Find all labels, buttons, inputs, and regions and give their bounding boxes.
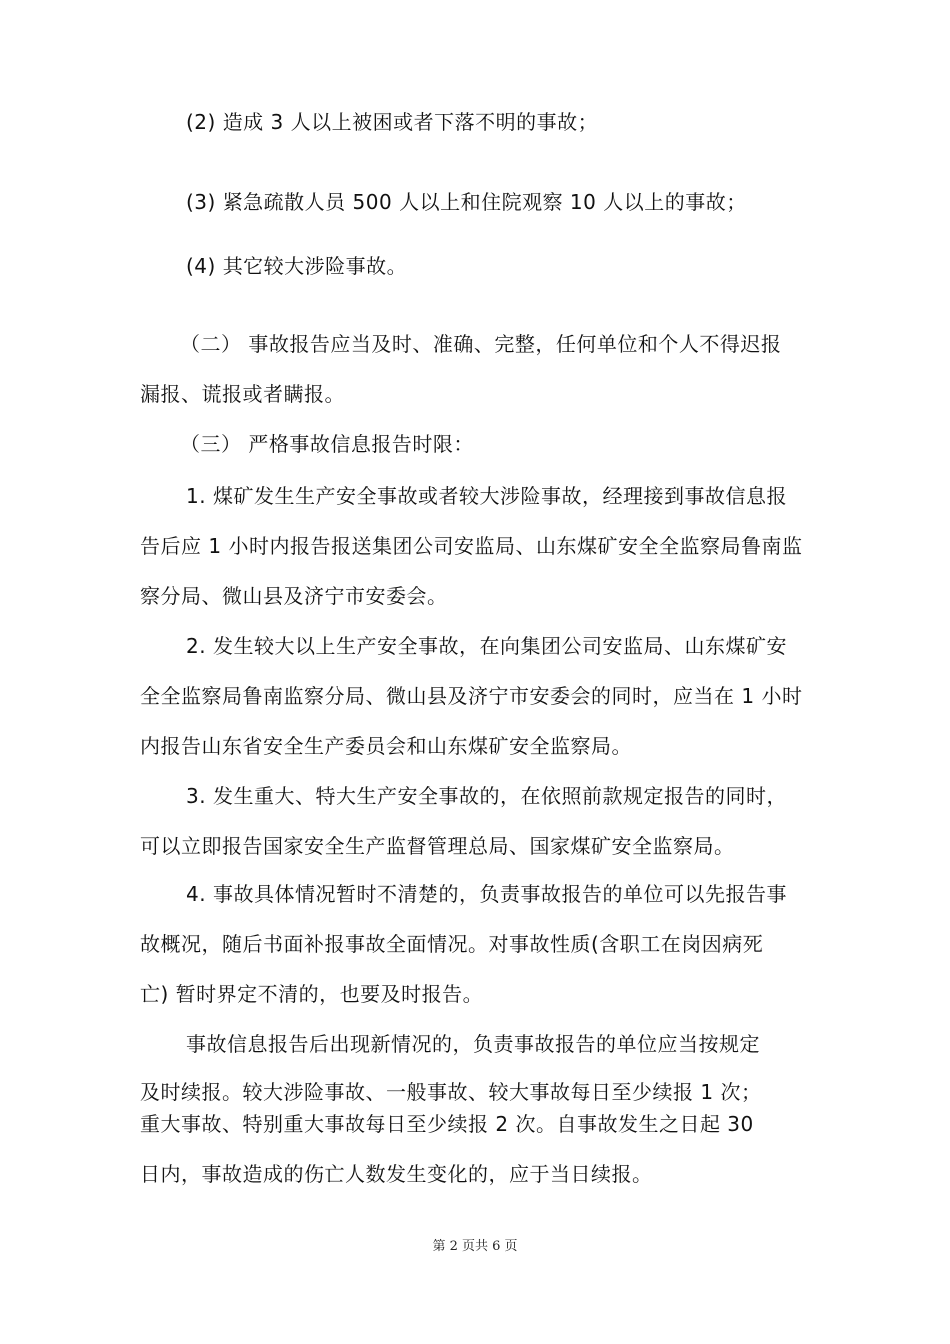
section-2-line-1: （二） 事故报告应当及时、准确、完整，任何单位和个人不得迟报 <box>180 332 782 356</box>
clause-3-line-2: 可以立即报告国家安全生产监督管理总局、国家煤矿安全监察局。 <box>140 834 735 858</box>
list-item-4: (4) 其它较大涉险事故。 <box>186 254 408 278</box>
clause-2-line-2: 全全监察局鲁南监察分局、微山县及济宁市安委会的同时，应当在 1 小时 <box>140 684 803 708</box>
clause-4-line-3: 亡) 暂时界定不清的，也要及时报告。 <box>140 982 484 1006</box>
clause-4-line-1: 4. 事故具体情况暂时不清楚的，负责事故报告的单位可以先报告事 <box>186 882 787 906</box>
followup-line-1: 事故信息报告后出现新情况的，负责事故报告的单位应当按规定 <box>186 1032 760 1056</box>
page-footer: 第 2 页共 6 页 <box>432 1239 518 1254</box>
clause-4-line-2: 故概况，随后书面补报事故全面情况。对事故性质(含职工在岗因病死 <box>140 932 764 956</box>
followup-line-3: 重大事故、特别重大事故每日至少续报 2 次。自事故发生之日起 30 <box>140 1112 754 1136</box>
followup-line-2: 及时续报。较大涉险事故、一般事故、较大事故每日至少续报 1 次； <box>140 1080 762 1104</box>
list-item-3: (3) 紧急疏散人员 500 人以上和住院观察 10 人以上的事故； <box>186 190 747 214</box>
followup-line-4: 日内，事故造成的伤亡人数发生变化的，应于当日续报。 <box>140 1162 653 1186</box>
clause-1-line-1: 1. 煤矿发生生产安全事故或者较大涉险事故，经理接到事故信息报 <box>186 484 787 508</box>
section-2-line-2: 漏报、谎报或者瞒报。 <box>140 382 345 406</box>
clause-2-line-1: 2. 发生较大以上生产安全事故，在向集团公司安监局、山东煤矿安 <box>186 634 787 658</box>
clause-1-line-2: 告后应 1 小时内报告报送集团公司安监局、山东煤矿安全全监察局鲁南监 <box>140 534 803 558</box>
section-3-heading: （三） 严格事故信息报告时限： <box>180 432 474 456</box>
clause-3-line-1: 3. 发生重大、特大生产安全事故的，在依照前款规定报告的同时， <box>186 784 787 808</box>
clause-1-line-3: 察分局、微山县及济宁市安委会。 <box>140 584 448 608</box>
clause-2-line-3: 内报告山东省安全生产委员会和山东煤矿安全监察局。 <box>140 734 632 758</box>
list-item-2: (2) 造成 3 人以上被困或者下落不明的事故； <box>186 110 599 134</box>
